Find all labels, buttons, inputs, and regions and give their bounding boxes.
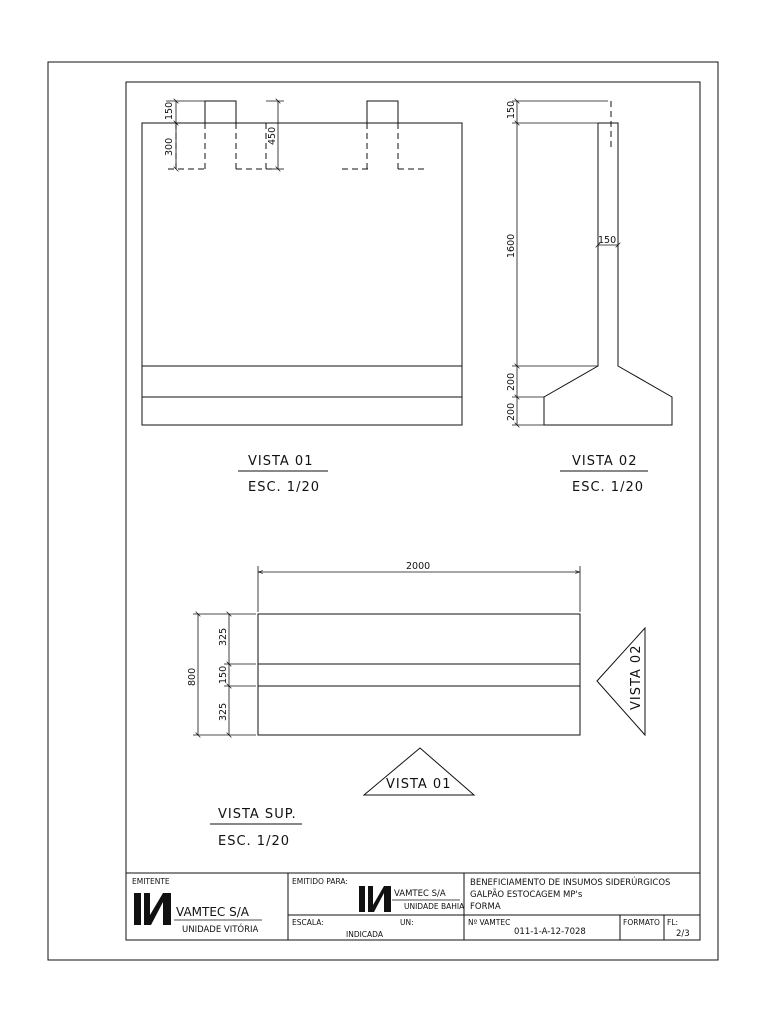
vista-01-title: VISTA 01 (248, 454, 314, 469)
inner-border (126, 82, 700, 940)
project-line-1: BENEFICIAMENTO DE INSUMOS SIDERÚRGICOS (470, 878, 671, 888)
vista-01-scale: ESC. 1/20 (248, 480, 321, 495)
dim-sup-800: 800 (187, 667, 198, 686)
project-line-3: FORMA (470, 902, 501, 912)
vamtec-logo (134, 893, 171, 925)
vista-02-title: VISTA 02 (572, 454, 638, 469)
client-name: VAMTEC S/A (394, 889, 446, 899)
folha-value: 2/3 (676, 929, 690, 939)
dim-v01-300: 300 (164, 137, 175, 156)
vista-02-marker-label: VISTA 02 (629, 644, 644, 710)
dim-v02-150-top: 150 (506, 100, 517, 119)
emitente-label: EMITENTE (132, 877, 170, 886)
vista-sup-scale: ESC. 1/20 (218, 834, 291, 849)
formato-label: FORMATO (623, 918, 660, 927)
company-unit: UNIDADE VITÓRIA (182, 925, 259, 935)
dim-sup-325-b: 325 (218, 702, 229, 721)
client-logo (359, 886, 391, 912)
project-line-2: GALPÃO ESTOCAGEM MP's (470, 890, 583, 900)
vista-02-drawing (512, 101, 672, 425)
dim-v02-200-a: 200 (506, 372, 517, 391)
dim-v02-1600: 1600 (506, 233, 517, 258)
emitido-para-label: EMITIDO PARA: (292, 877, 348, 886)
dim-v02-150-width: 150 (598, 235, 617, 246)
dim-sup-2000: 2000 (406, 561, 431, 572)
client-unit: UNIDADE BAHIA (404, 902, 465, 911)
vista-sup-drawing (193, 566, 580, 735)
vista-sup-title: VISTA SUP. (218, 807, 297, 822)
dim-v02-200-b: 200 (506, 402, 517, 421)
vista-01-marker-label: VISTA 01 (386, 777, 452, 792)
dim-v01-450: 450 (267, 126, 278, 145)
dim-v01-150: 150 (164, 101, 175, 120)
escala-value: INDICADA (346, 930, 383, 939)
escala-label: ESCALA: (292, 918, 324, 927)
numero-value: 011-1-A-12-7028 (514, 927, 586, 937)
vista-01-drawing (142, 101, 462, 425)
numero-label: Nº VAMTEC (468, 918, 511, 927)
dim-sup-150: 150 (218, 665, 229, 684)
company-name: VAMTEC S/A (176, 905, 249, 919)
dim-sup-325-a: 325 (218, 627, 229, 646)
folha-label: FL: (667, 918, 679, 927)
un-label: UN: (400, 918, 414, 927)
vista-02-scale: ESC. 1/20 (572, 480, 645, 495)
